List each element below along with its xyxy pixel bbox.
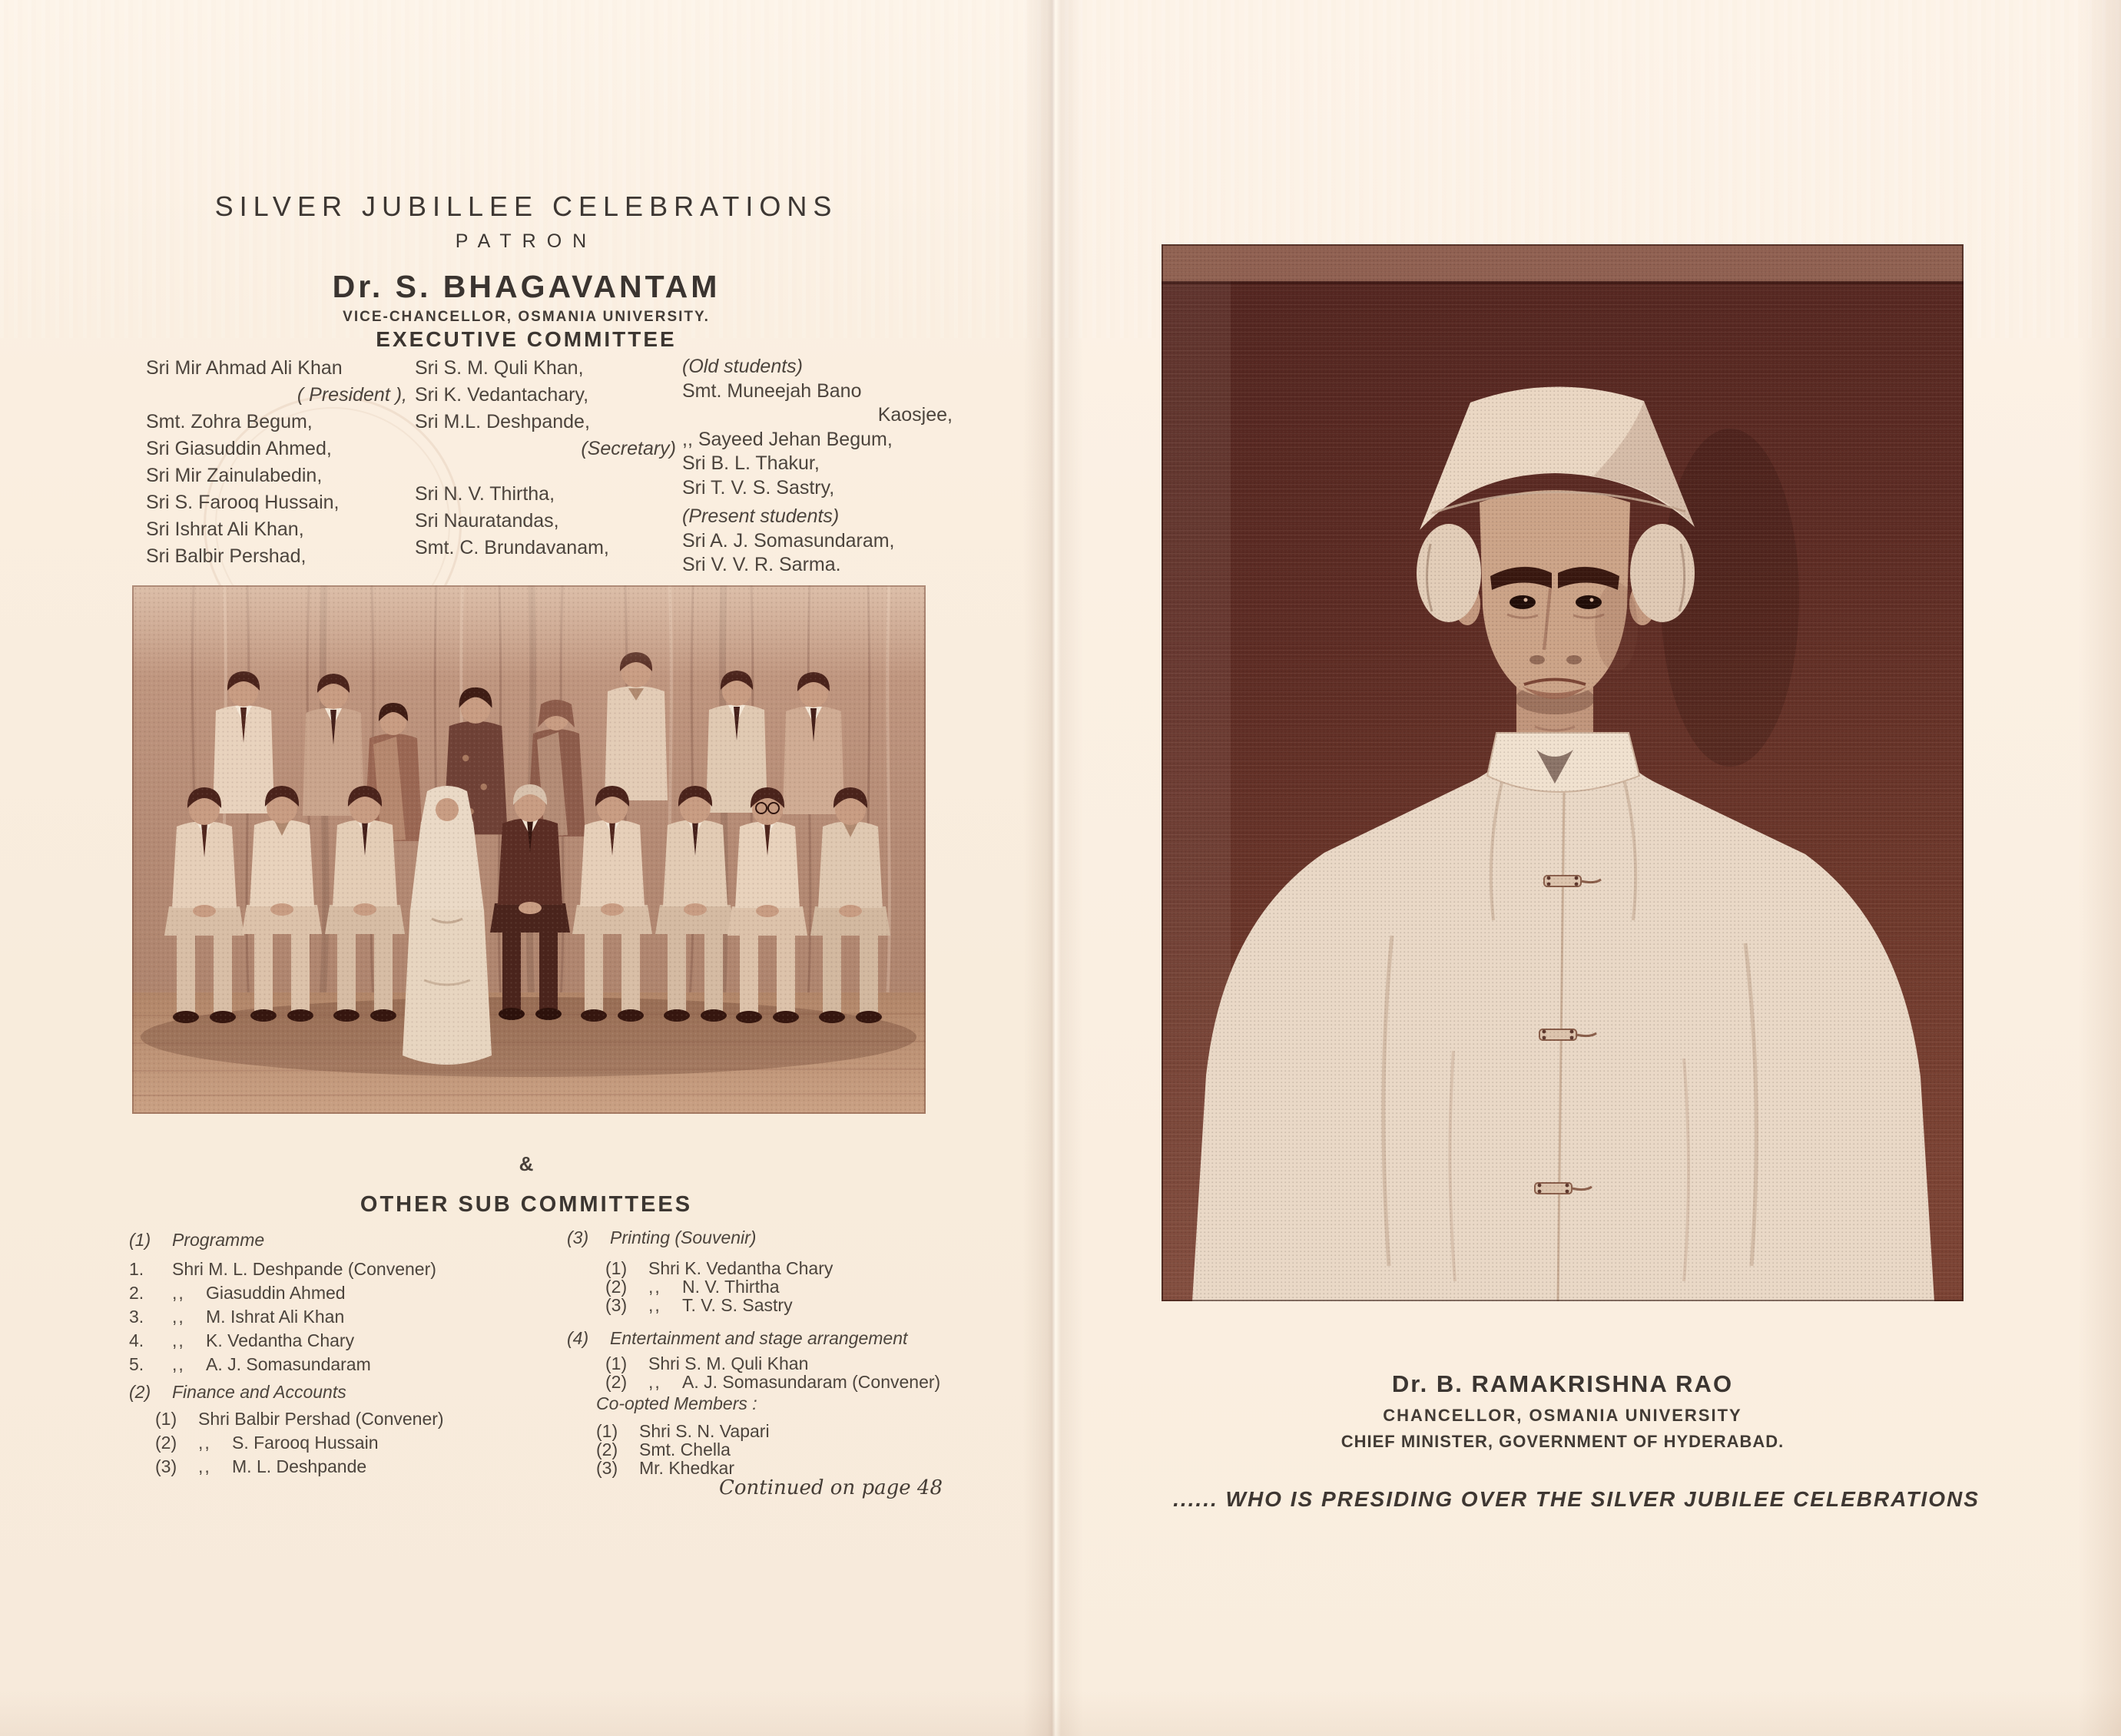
list-item: 4. ,, K. Vedantha Chary: [129, 1329, 559, 1353]
ditto-mark: ,,: [172, 1354, 185, 1374]
list-item: (1) Shri S. N. Vapari: [596, 1421, 770, 1441]
scanline-overlay: [1162, 244, 1964, 1301]
section-header: [129, 1382, 559, 1403]
ditto-mark: ,,: [198, 1433, 211, 1453]
section-entertainment: [567, 1328, 1043, 1391]
section-title: Programme: [172, 1230, 265, 1250]
section-title: Entertainment and stage arrangement: [610, 1328, 908, 1348]
page-title: SILVER JUBILLEE CELEBRATIONS: [214, 190, 838, 222]
section-number: (4): [567, 1328, 589, 1348]
ditto-mark: ,,: [172, 1283, 185, 1303]
section-printing: [567, 1227, 1020, 1314]
list-item: (2) ,, S. Farooq Hussain: [129, 1431, 559, 1455]
committee-member: Sri B. L. Thakur,: [682, 452, 820, 474]
ditto-mark: ,,: [648, 1277, 661, 1297]
committee-member: Sri M.L. Deshpande,: [415, 411, 590, 432]
section-header: [596, 1393, 1026, 1414]
list-item: 2. ,, Giasuddin Ahmed: [129, 1281, 559, 1305]
committee-role: (Secretary): [581, 438, 676, 459]
committee-member: Sri Balbir Pershad,: [146, 545, 307, 567]
committee-member: Smt. C. Brundavanam,: [415, 537, 609, 558]
committee-group-label: (Old students): [682, 356, 804, 377]
list-item: (1) Shri S. M. Quli Khan: [605, 1353, 809, 1373]
committee-member: Sri K. Vedantachary,: [415, 384, 589, 406]
list-item: 3. ,, M. Ishrat Ali Khan: [129, 1305, 559, 1329]
list-item: (3) ,, T. V. S. Sastry: [605, 1295, 793, 1315]
committee-member: Kaosjee,: [877, 404, 953, 426]
list-item: (1) Shri K. Vedantha Chary: [605, 1258, 833, 1278]
committee-role: ( President ),: [297, 384, 407, 406]
portrait-caption-title1: CHANCELLOR, OSMANIA UNIVERSITY: [1383, 1406, 1742, 1425]
committee-member: Sri Mir Ahmad Ali Khan: [146, 357, 343, 379]
committee-member: ,, Sayeed Jehan Begum,: [682, 428, 893, 450]
portrait-photo: [1162, 244, 1964, 1301]
list-item: (3) Mr. Khedkar: [596, 1458, 734, 1478]
section-title: Printing (Souvenir): [610, 1227, 757, 1247]
list-item: (2) ,, A. J. Somasundaram (Convener): [605, 1372, 941, 1392]
executive-committee-column-2: [415, 355, 676, 562]
section-title: Co-opted Members :: [596, 1393, 757, 1413]
portrait-caption-name: Dr. B. RAMAKRISHNA RAO: [1391, 1370, 1734, 1397]
sub-committees-heading: OTHER SUB COMMITTEES: [360, 1192, 693, 1217]
patron-name: Dr. S. BHAGAVANTAM: [332, 269, 721, 304]
section-header: [129, 1230, 559, 1251]
patron-label: PATRON: [455, 230, 598, 252]
section-programme: [129, 1230, 559, 1377]
committee-member: Smt. Muneejah Bano: [682, 379, 862, 402]
executive-committee-heading: EXECUTIVE COMMITTEE: [376, 327, 677, 351]
ditto-mark: ,,: [172, 1307, 185, 1327]
portrait-caption-footer: ...... WHO IS PRESIDING OVER THE SILVER JUBILEE CELEBRATIONS: [1173, 1487, 1980, 1511]
ditto-mark: ,,: [172, 1330, 185, 1350]
committee-member: Smt. Zohra Begum,: [146, 411, 313, 432]
committee-member: Sri A. J. Somasundaram,: [682, 529, 895, 552]
section-finance: [129, 1382, 559, 1479]
section-header: [567, 1328, 1043, 1349]
committee-member: Sri Ishrat Ali Khan,: [146, 518, 304, 540]
section-number: (1): [129, 1230, 151, 1250]
section-title: Finance and Accounts: [172, 1382, 346, 1402]
continued-note: Continued on page 48: [718, 1476, 943, 1499]
committee-group-label: (Present students): [682, 505, 840, 527]
committee-member: Sri N. V. Thirtha,: [415, 483, 555, 505]
committee-member: Sri Mir Zainulabedin,: [146, 465, 323, 486]
list-item: (3) ,, M. L. Deshpande: [129, 1455, 559, 1479]
list-item: 1. Shri M. L. Deshpande (Convener): [129, 1259, 436, 1279]
committee-member: Sri S. Farooq Hussain,: [146, 492, 340, 513]
halftone-overlay: [132, 585, 926, 1114]
ditto-mark: ,,: [648, 1372, 661, 1392]
list-item: 5. ,, A. J. Somasundaram: [129, 1353, 559, 1377]
committee-member: Sri V. V. R. Sarma.: [682, 554, 841, 575]
portrait-caption-title2: CHIEF MINISTER, GOVERNMENT OF HYDERABAD.: [1341, 1432, 1785, 1451]
section-number: (3): [567, 1227, 589, 1247]
list-item: (1) Shri Balbir Pershad (Convener): [155, 1409, 444, 1429]
executive-committee-column-3: [682, 355, 953, 578]
committee-member: Sri S. M. Quli Khan,: [415, 357, 584, 379]
ampersand: &: [519, 1152, 534, 1175]
list-item: (2) ,, N. V. Thirtha: [605, 1277, 780, 1297]
committee-member: Sri Giasuddin Ahmed,: [146, 438, 332, 459]
ditto-mark: ,,: [198, 1456, 211, 1476]
committee-member: Sri T. V. S. Sastry,: [682, 476, 835, 499]
executive-committee-column-1: [146, 355, 407, 570]
group-photo: [132, 585, 926, 1114]
list-item: (2) Smt. Chella: [596, 1439, 731, 1459]
patron-title: VICE-CHANCELLOR, OSMANIA UNIVERSITY.: [343, 309, 710, 325]
section-header: [567, 1227, 1020, 1248]
ditto-mark: ,,: [648, 1295, 661, 1315]
committee-member: Sri Nauratandas,: [415, 510, 559, 532]
section-number: (2): [129, 1382, 151, 1402]
section-coopted: [596, 1393, 1026, 1477]
